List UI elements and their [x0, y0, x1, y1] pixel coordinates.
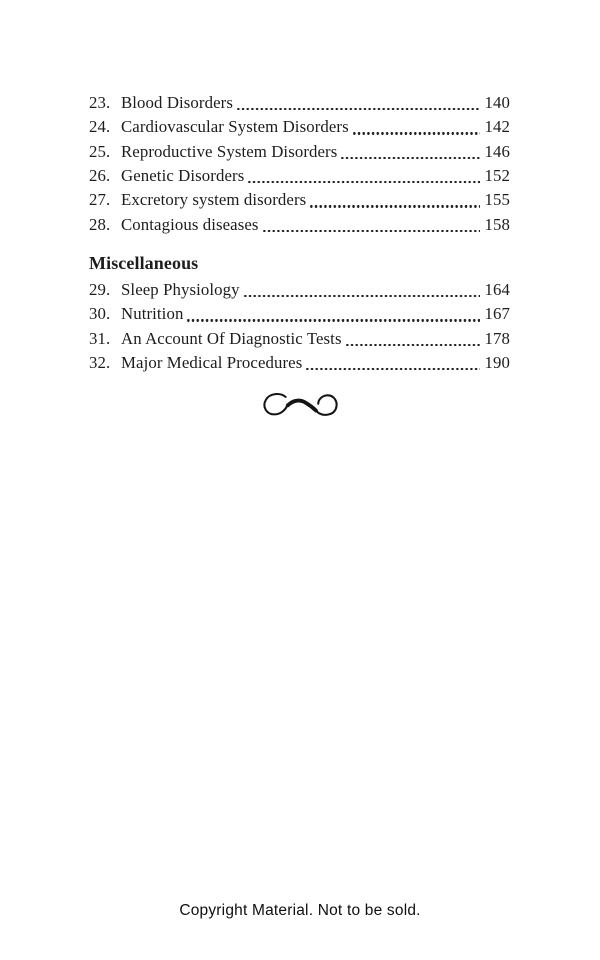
entry-title: Sleep Physiology [121, 280, 240, 300]
toc-entry [89, 164, 510, 188]
entry-title: Blood Disorders [121, 93, 233, 112]
toc-entry [89, 302, 510, 326]
entry-number: 25. [89, 141, 111, 161]
dot-leader [345, 344, 480, 346]
toc-entry [89, 188, 510, 212]
entry-page-number: 167 [484, 304, 510, 324]
entry-title: An Account Of Diagnostic Tests [121, 328, 342, 348]
entry-page-number: 140 [484, 93, 510, 112]
entry-number: 28. [89, 214, 111, 234]
entry-page-number: 190 [484, 353, 510, 373]
toc-entry [89, 278, 510, 302]
dot-leader [262, 230, 480, 232]
entry-title: Reproductive System Disorders [121, 141, 338, 161]
entry-page-number: 158 [484, 214, 510, 234]
toc-entry [89, 115, 510, 139]
toc-entry [89, 140, 510, 164]
entry-page-number: 178 [484, 328, 510, 348]
entry-title: Cardiovascular System Disorders [121, 117, 349, 137]
entry-page-number: 142 [484, 117, 510, 137]
entry-number: 23. [89, 93, 111, 112]
entry-title: Major Medical Procedures [121, 353, 303, 373]
copyright-footer: Copyright Material. Not to be sold. [179, 902, 421, 919]
entry-page-number: 146 [484, 141, 510, 161]
calligraphic-swash-divider-icon [262, 405, 338, 422]
toc-entry [89, 327, 510, 351]
entry-title: Contagious diseases [121, 214, 259, 234]
entry-number: 24. [89, 117, 111, 137]
entry-title: Nutrition [121, 304, 184, 324]
section-divider [89, 391, 510, 423]
dot-leader [305, 368, 479, 370]
entry-page-number: 164 [484, 280, 510, 300]
dot-leader [247, 181, 479, 183]
section-header-miscellaneous: Miscellaneous [89, 253, 199, 274]
dot-leader [236, 108, 480, 110]
table-of-contents [89, 91, 510, 423]
entry-title: Excretory system disorders [121, 190, 307, 210]
toc-entry [89, 91, 510, 115]
dot-leader [309, 205, 479, 207]
dot-leader [243, 295, 480, 297]
toc-entry [89, 213, 510, 237]
entry-number: 29. [89, 280, 111, 300]
entry-page-number: 155 [484, 190, 510, 210]
entry-number: 26. [89, 166, 111, 186]
dot-leader [186, 319, 479, 321]
entry-number: 31. [89, 328, 111, 348]
dot-leader [352, 132, 480, 134]
entry-number: 27. [89, 190, 111, 210]
entry-page-number: 152 [484, 166, 510, 186]
entry-number: 30. [89, 304, 111, 324]
entry-number: 32. [89, 353, 111, 373]
entry-title: Genetic Disorders [121, 166, 245, 186]
toc-entry [89, 351, 510, 375]
dot-leader [340, 157, 479, 159]
